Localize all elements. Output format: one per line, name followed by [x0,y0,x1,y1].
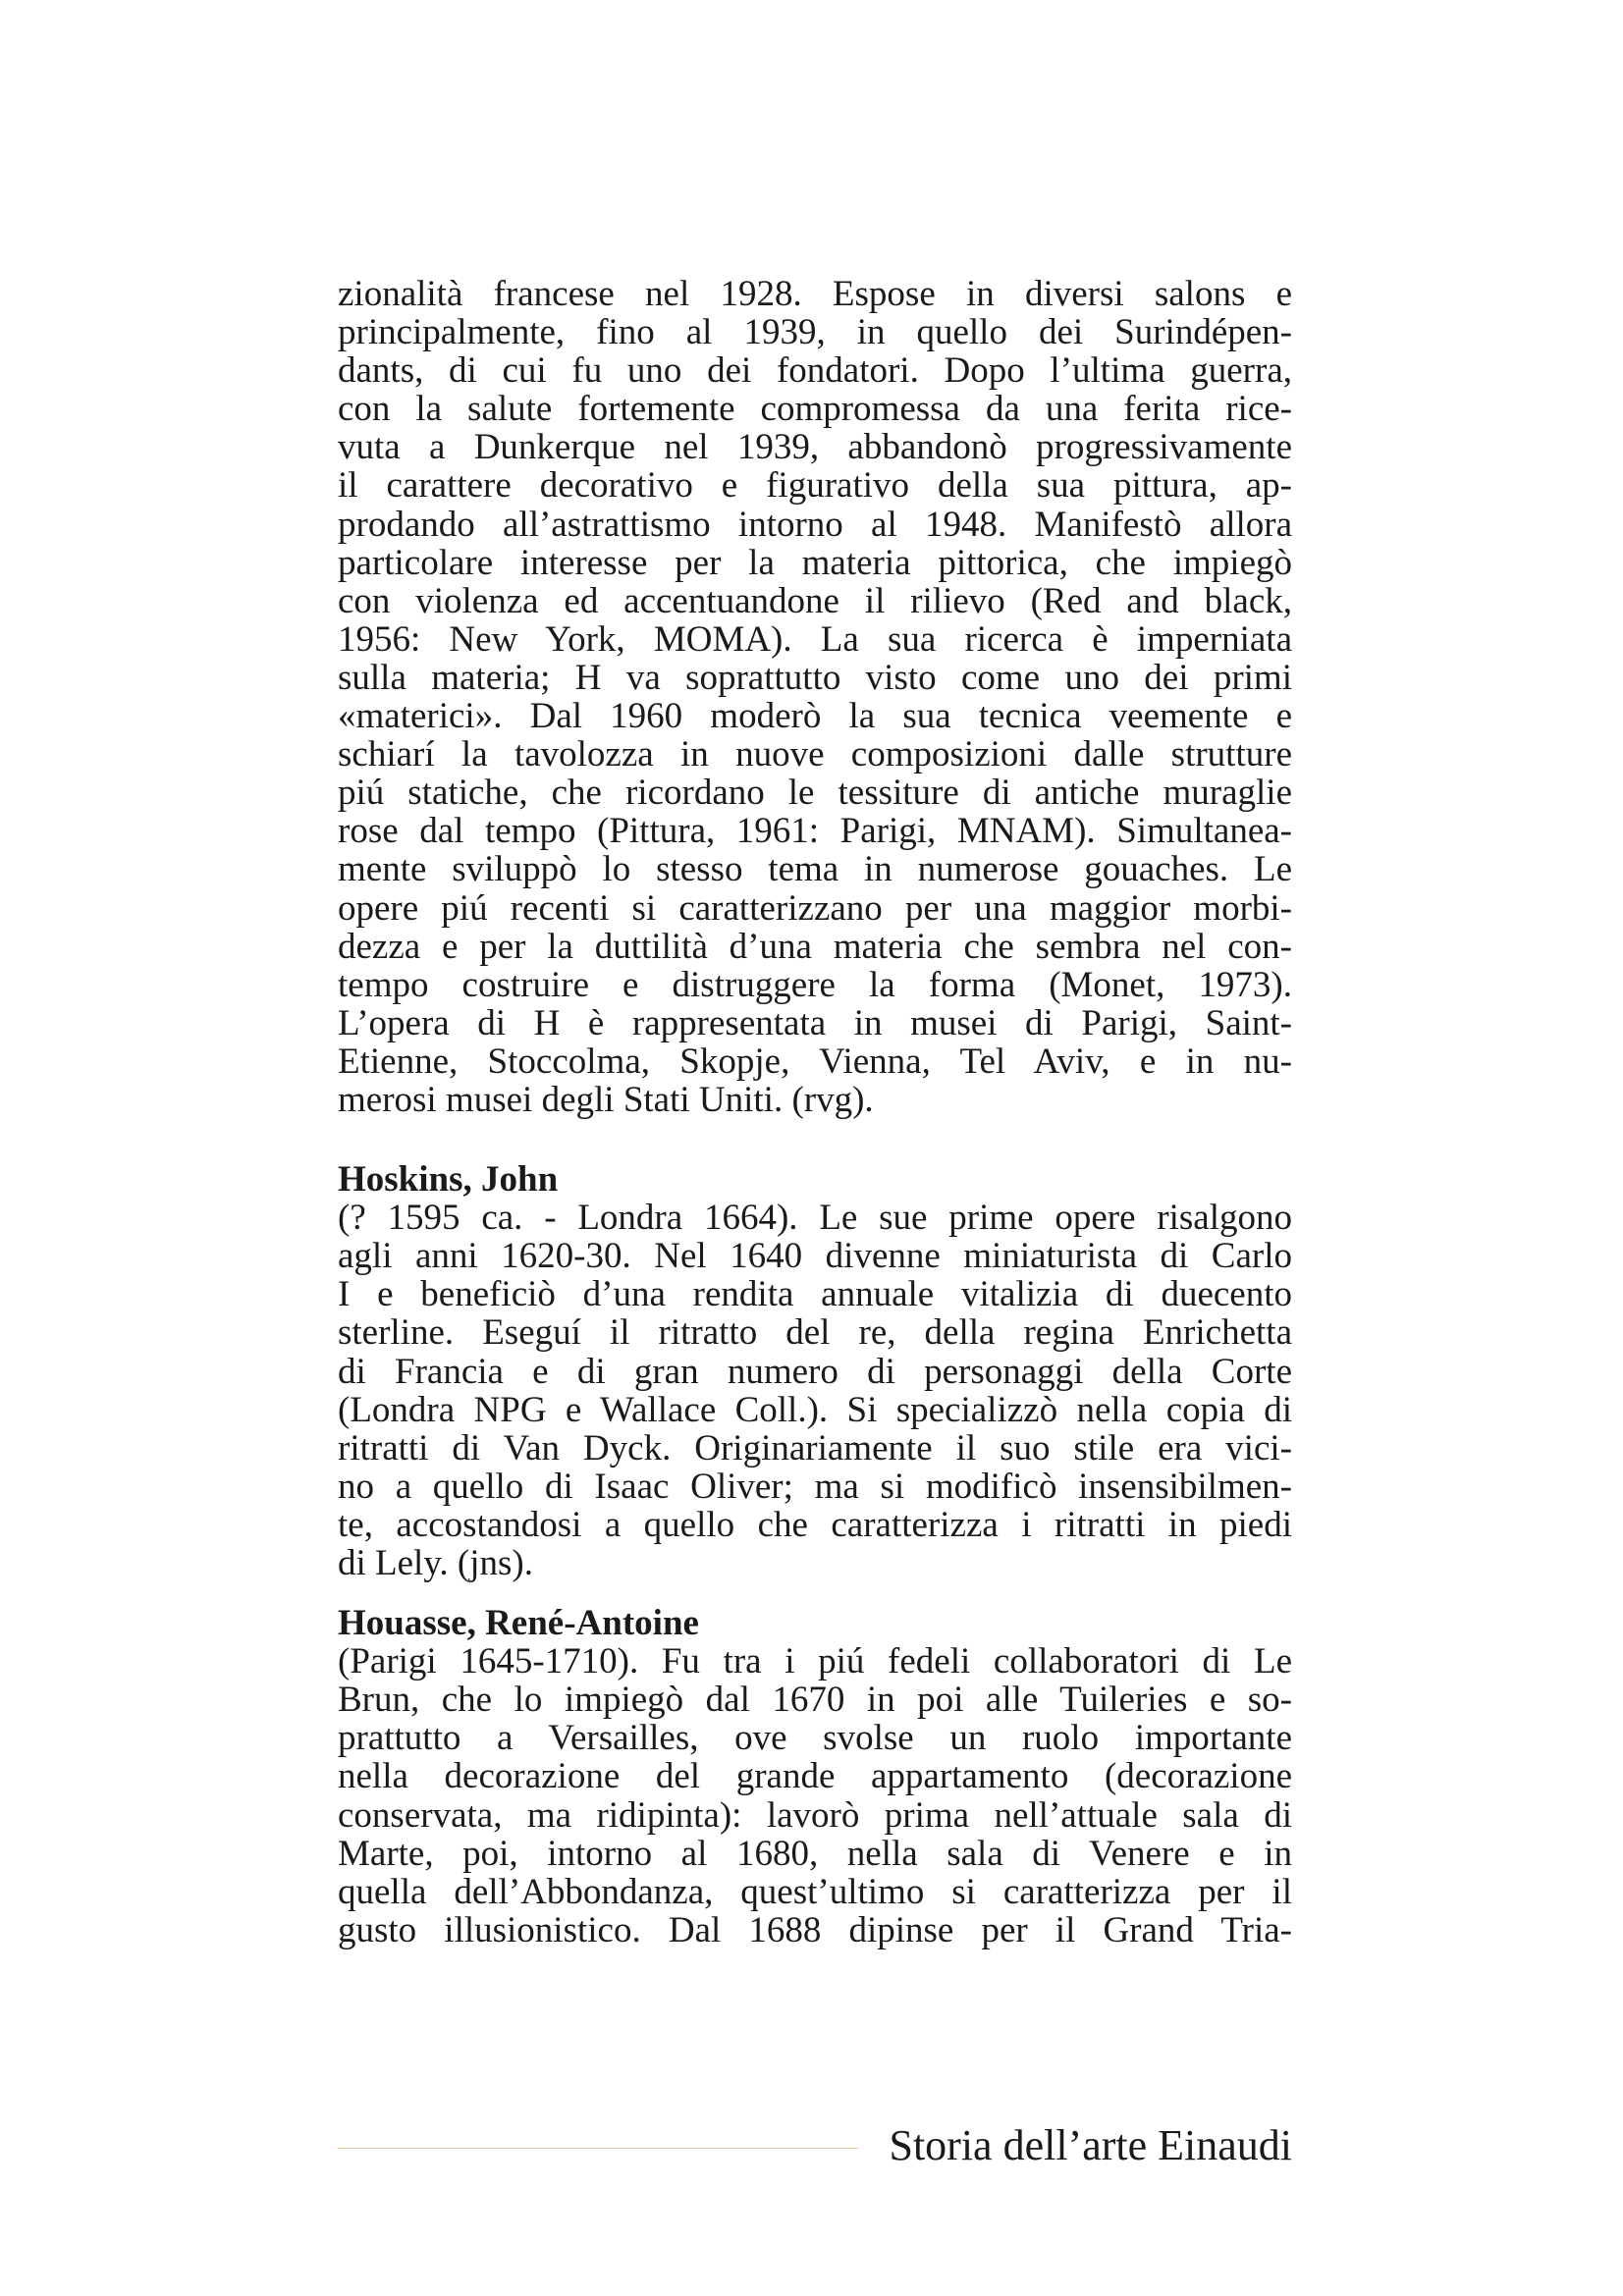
text-line: L’opera di H è rappresentata in musei di Parigi, Saint- [338,1002,1292,1043]
footer-title: Storia dell’arte Einaudi [889,2121,1292,2169]
text-line: Etienne, Stoccolma, Skopje, Vienna, Tel Aviv, e in nu- [338,1041,1292,1082]
entry-heading: Hoskins, John [338,1159,559,1201]
text-line: piú statiche, che ricordano le tessiture di antiche muraglie [338,773,1292,814]
text-line: particolare interesse per la materia pittorica, che impiegò [338,542,1292,583]
text-line: Marte, poi, intorno al 1680, nella sala di Venere e in [338,1833,1292,1874]
text-line: opere piú recenti si caratterizzano per una maggior morbi- [338,887,1292,929]
text-line: di Francia e di gran numero di personaggi della Corte [338,1351,1292,1392]
text-line: sulla materia; H va soprattutto visto come uno dei primi [338,657,1292,698]
text-line: conservata, ma ridipinta): lavorò prima nell’attuale sala di [338,1794,1292,1836]
text-line: prattutto a Versailles, ove svolse un ruolo importante [338,1718,1292,1759]
footer-rule [338,2148,858,2149]
text-line: schiarí la tavolozza in nuove composizioni dalle strutture [338,734,1292,775]
text-line: con violenza ed accentuandone il rilievo (Red and black, [338,580,1292,621]
text-line: (Londra NPG e Wallace Coll.). Si specializzò nella copia di [338,1389,1292,1430]
entry-hoskins [338,1160,1292,1582]
intro-paragraph [338,275,1292,1119]
text-line: dezza e per la duttilità d’una materia che sembra nel con- [338,926,1292,967]
text-line: con la salute fortemente compromessa da una ferita rice- [338,389,1292,430]
text-line: merosi musei degli Stati Uniti. (rvg). [338,1079,874,1120]
spacer [338,1119,1292,1160]
spacer [338,1582,1292,1604]
text-line: quella dell’Abbondanza, quest’ultimo si caratterizza per il [338,1871,1292,1912]
text-line: (Parigi 1645-1710). Fu tra i piú fedeli collaboratori di Le [338,1641,1292,1682]
text-line: il carattere decorativo e figurativo della sua pittura, ap- [338,465,1292,507]
text-line: gusto illusionistico. Dal 1688 dipinse per il Grand Tria- [338,1909,1292,1950]
text-line: di Lely. (jns). [338,1543,534,1583]
entry-houasse [338,1604,1292,1949]
text-line: nella decorazione del grande appartamento (decorazione [338,1756,1292,1797]
text-line: te, accostandosi a quello che caratterizza i ritratti in piedi [338,1504,1292,1545]
text-line: no a quello di Isaac Oliver; ma si modificò insensibilmen- [338,1466,1292,1507]
text-line: sterline. Eseguí il ritratto del re, della regina Enrichetta [338,1312,1292,1354]
text-line: prodando all’astrattismo intorno al 1948. Manifestò allora [338,504,1292,545]
text-line: ritratti di Van Dyck. Originariamente il suo stile era vici- [338,1427,1292,1468]
text-line: I e beneficiò d’una rendita annuale vitalizia di duecento [338,1274,1292,1315]
text-line: Brun, che lo impiegò dal 1670 in poi alle Tuileries e so- [338,1680,1292,1721]
entry-heading: Houasse, René-Antoine [338,1603,699,1644]
page-body [338,275,1292,1949]
text-line: agli anni 1620-30. Nel 1640 divenne miniaturista di Carlo [338,1236,1292,1277]
text-line: (? 1595 ca. - Londra 1664). Le sue prime opere risalgono [338,1198,1292,1239]
text-line: dants, di cui fu uno dei fondatori. Dopo l’ultima guerra, [338,350,1292,392]
text-line: 1956: New York, MOMA). La sua ricerca è imperniata [338,618,1292,660]
text-line: rose dal tempo (Pittura, 1961: Parigi, MNAM). Simultanea- [338,811,1292,852]
text-line: «materici». Dal 1960 moderò la sua tecnica veemente e [338,696,1292,737]
text-line: vuta a Dunkerque nel 1939, abbandonò progressivamente [338,427,1292,468]
text-line: mente sviluppò lo stesso tema in numerose gouaches. Le [338,849,1292,890]
text-line: principalmente, fino al 1939, in quello dei Surindépen- [338,312,1292,353]
text-line: zionalità francese nel 1928. Espose in diversi salons e [338,274,1292,314]
text-line: tempo costruire e distruggere la forma (Monet, 1973). [338,964,1292,1005]
